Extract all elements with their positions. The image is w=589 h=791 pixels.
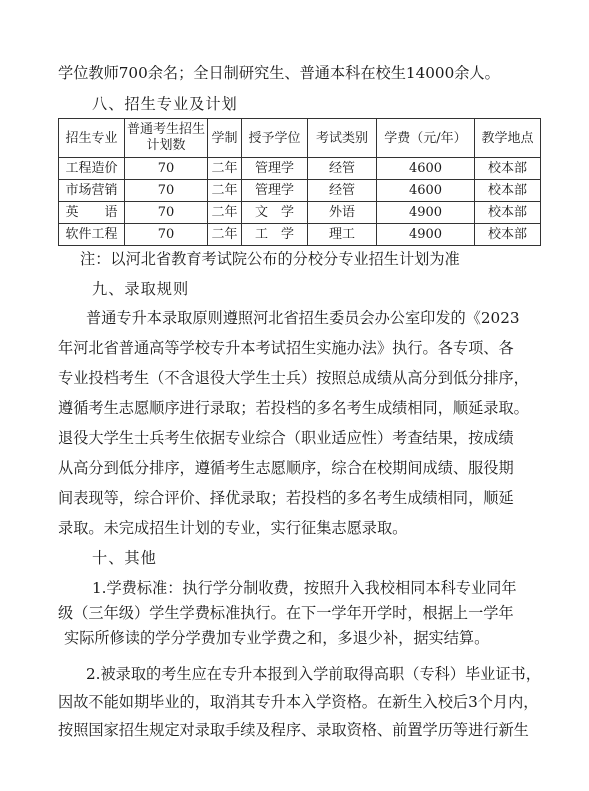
col-header-exam-category: 考试类别 [308, 119, 377, 158]
rules-line-4: 遵循考生志愿顺序进行录取；若投档的多名考生成绩相同，顺延录取。 [58, 399, 529, 417]
rules-line-3: 专业投档考生（不含退役大学生士兵）按照总成绩从高分到低分排序， [58, 369, 529, 387]
table-cell: 经管 [308, 158, 377, 180]
table-cell: 二年 [208, 158, 242, 180]
table-cell: 校本部 [475, 202, 541, 224]
table-note: 注：以河北省教育考试院公布的分校分专业招生计划为准 [80, 250, 460, 268]
rules-line-8: 录取。未完成招生计划的专业，实行征集志愿录取。 [58, 519, 408, 537]
table-cell: 软件工程 [59, 224, 125, 246]
tuition-line-2: 级（三年级）学生学费标准执行。在下一学年开学时，根据上一学年 [58, 604, 514, 622]
table-cell: 校本部 [475, 158, 541, 180]
table-cell: 70 [125, 158, 208, 180]
table-cell: 二年 [208, 180, 242, 202]
col-header-major: 招生专业 [59, 119, 125, 158]
rules-line-7: 间表现等，综合评价、择优录取；若投档的多名考生成绩相同，顺延 [58, 489, 514, 507]
table-cell: 管理学 [242, 158, 308, 180]
table-cell: 理工 [308, 224, 377, 246]
col-header-duration: 学制 [208, 119, 242, 158]
col-header-location: 教学地点 [475, 119, 541, 158]
table-cell: 4600 [377, 180, 475, 202]
table-cell: 70 [125, 202, 208, 224]
admission-line-1: 2.被录取的考生应在专升本报到入学前取得高职（专科）毕业证书， [86, 665, 541, 683]
tuition-line-1: 1.学费标准：执行学分制收费，按照升入我校相同本科专业同年 [92, 579, 517, 597]
table-row [59, 158, 541, 180]
rules-line-5: 退役大学生士兵考生依据专业综合（职业适应性）考查结果，按成绩 [58, 429, 514, 447]
table-cell: 校本部 [475, 180, 541, 202]
admission-line-3: 按照国家招生规定对录取手续及程序、录取资格、前置学历等进行新生 [58, 721, 529, 739]
table-header-row [59, 119, 541, 158]
col-header-plan-count: 普通考生招生计划数 [125, 119, 208, 158]
rules-line-2: 年河北省普通高等学校专升本考试招生实施办法》执行。各专项、各 [58, 339, 514, 357]
table-cell: 4600 [377, 158, 475, 180]
table-cell: 英 语 [59, 202, 125, 224]
table-row [59, 180, 541, 202]
table-cell: 70 [125, 224, 208, 246]
table-cell: 4900 [377, 224, 475, 246]
table-row [59, 202, 541, 224]
admission-line-2: 因故不能如期毕业的，取消其专升本入学资格。在新生入校后3个月内， [58, 693, 539, 711]
table-cell: 校本部 [475, 224, 541, 246]
table-cell: 管理学 [242, 180, 308, 202]
table-cell: 二年 [208, 224, 242, 246]
tuition-line-3: 实际所修读的学分学费加专业学费之和，多退少补，据实结算。 [64, 629, 490, 647]
table-cell: 经管 [308, 180, 377, 202]
table-cell: 工程造价 [59, 158, 125, 180]
table-cell: 外语 [308, 202, 377, 224]
col-header-degree: 授予学位 [242, 119, 308, 158]
table-cell: 二年 [208, 202, 242, 224]
col-header-tuition: 学费（元/年） [377, 119, 475, 158]
rules-line-6: 从高分到低分排序，遵循考生志愿顺序，综合在校期间成绩、服役期 [58, 459, 514, 477]
section-10-heading: 十、其他 [92, 549, 157, 567]
rules-line-1: 普通专升本录取原则遵照河北省招生委员会办公室印发的《2023 [86, 309, 520, 327]
section-9-heading: 九、录取规则 [92, 280, 190, 298]
table-row [59, 224, 541, 246]
intro-tail-line: 学位教师700余名；全日制研究生、普通本科在校生14000余人。 [58, 64, 500, 82]
section-8-heading: 八、招生专业及计划 [92, 95, 238, 113]
table-cell: 4900 [377, 202, 475, 224]
enrollment-plan-table [58, 118, 541, 246]
table-cell: 70 [125, 180, 208, 202]
table-cell: 文 学 [242, 202, 308, 224]
table-cell: 工 学 [242, 224, 308, 246]
table-cell: 市场营销 [59, 180, 125, 202]
